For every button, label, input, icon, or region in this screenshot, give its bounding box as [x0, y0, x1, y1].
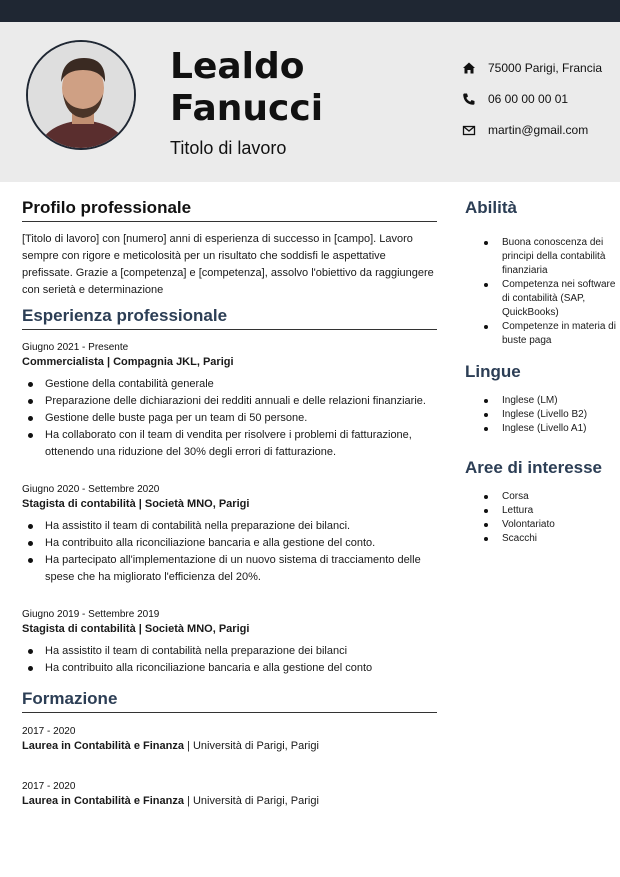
interests-list	[465, 490, 620, 546]
job-bullets	[22, 376, 437, 461]
list-item: Inglese (Livello A1)	[465, 422, 620, 436]
side-column	[465, 198, 620, 546]
first-name: Lealdo	[170, 46, 305, 87]
section-title-profile: Profilo professionale	[22, 198, 437, 222]
list-item: Competenze in materia di buste paga	[465, 320, 620, 348]
job-role: Commercialista | Compagnia JKL, Parigi	[22, 356, 234, 368]
languages-list	[465, 394, 620, 436]
list-item: Corsa	[465, 490, 620, 504]
list-item: Ha contribuito alla riconciliazione bancaria e alla gestione del conto	[22, 660, 437, 677]
person-name	[170, 46, 323, 130]
section-title-skills: Abilità	[465, 198, 517, 217]
job-bullets	[22, 643, 437, 677]
avatar	[26, 40, 136, 150]
job-date: Giugno 2019 - Settembre 2019	[22, 609, 160, 620]
education-entry	[22, 725, 437, 754]
education-degree: Laurea in Contabilità e Finanza	[22, 740, 184, 752]
education-degree: Laurea in Contabilità e Finanza	[22, 795, 184, 807]
list-item: Scacchi	[465, 532, 620, 546]
list-item: Gestione delle buste paga per un team di 50 persone.	[22, 410, 437, 427]
list-item: Volontariato	[465, 518, 620, 532]
profile-text: [Titolo di lavoro] con [numero] anni di esperienza di successo in [campo]. Lavoro sempre con rigore e meticolosità per un risultato che soddisfi le aspettative prefissate. Grazie a [competenza] e [competenza], assolvo l'obiettivo da raggiungere con serietà e determinazione	[22, 233, 434, 296]
main-column	[22, 198, 437, 809]
section-title-interests: Aree di interesse	[465, 458, 603, 477]
list-item: Ha partecipato all'implementazione di un nuovo sistema di tracciamento delle spese che ha migliorato l'efficienza del 20%.	[22, 552, 437, 586]
list-item: Inglese (Livello B2)	[465, 408, 620, 422]
list-item: Ha collaborato con il team di vendita per risolvere i problemi di fatturazione, ottenendo una riduzione del 30% degli errori di fatturazione.	[22, 427, 437, 461]
job-title: Titolo di lavoro	[170, 138, 287, 158]
list-item: Ha assistito il team di contabilità nella preparazione dei bilanci	[22, 643, 437, 660]
skills-list	[465, 236, 620, 348]
job-entry	[22, 483, 437, 586]
last-name: Fanucci	[170, 88, 324, 129]
list-item: Competenza nei software di contabilità (SAP, QuickBooks)	[465, 278, 620, 320]
list-item: Buona conoscenza dei principi della contabilità finanziaria	[465, 236, 620, 278]
job-role: Stagista di contabilità | Società MNO, Parigi	[22, 623, 250, 635]
list-item: Ha contribuito alla riconciliazione bancaria e alla gestione del conto.	[22, 535, 437, 552]
contact-info	[462, 60, 602, 153]
job-date: Giugno 2021 - Presente	[22, 342, 129, 353]
job-entry	[22, 608, 437, 677]
education-school: | Università di Parigi, Parigi	[183, 740, 319, 752]
section-title-education: Formazione	[22, 689, 437, 713]
education-degree-line	[22, 794, 437, 809]
job-bullets	[22, 518, 437, 586]
list-item: Ha assistito il team di contabilità nella preparazione dei bilanci.	[22, 518, 437, 535]
job-role: Stagista di contabilità | Società MNO, Parigi	[22, 498, 250, 510]
education-date: 2017 - 2020	[22, 781, 76, 792]
list-item: Preparazione delle dichiarazioni dei redditi annuali e delle relazioni finanziarie.	[22, 393, 437, 410]
education-school: | Università di Parigi, Parigi	[183, 795, 319, 807]
phone-icon	[462, 92, 476, 106]
email-text: martin@gmail.com	[488, 123, 589, 137]
education-entry	[22, 780, 437, 809]
job-date: Giugno 2020 - Settembre 2020	[22, 484, 160, 495]
list-item: Lettura	[465, 504, 620, 518]
phone-text: 06 00 00 00 01	[488, 92, 569, 106]
contact-email	[462, 122, 602, 138]
education-date: 2017 - 2020	[22, 726, 76, 737]
home-icon	[462, 61, 476, 75]
mail-icon	[462, 123, 476, 137]
section-title-languages: Lingue	[465, 362, 521, 381]
contact-address	[462, 60, 602, 76]
top-bar	[0, 0, 620, 22]
job-entry	[22, 341, 437, 461]
section-title-experience: Esperienza professionale	[22, 306, 437, 330]
education-degree-line	[22, 739, 437, 754]
contact-phone	[462, 91, 602, 107]
list-item: Inglese (LM)	[465, 394, 620, 408]
address-text: 75000 Parigi, Francia	[488, 61, 603, 75]
list-item: Gestione della contabilità generale	[22, 376, 437, 393]
